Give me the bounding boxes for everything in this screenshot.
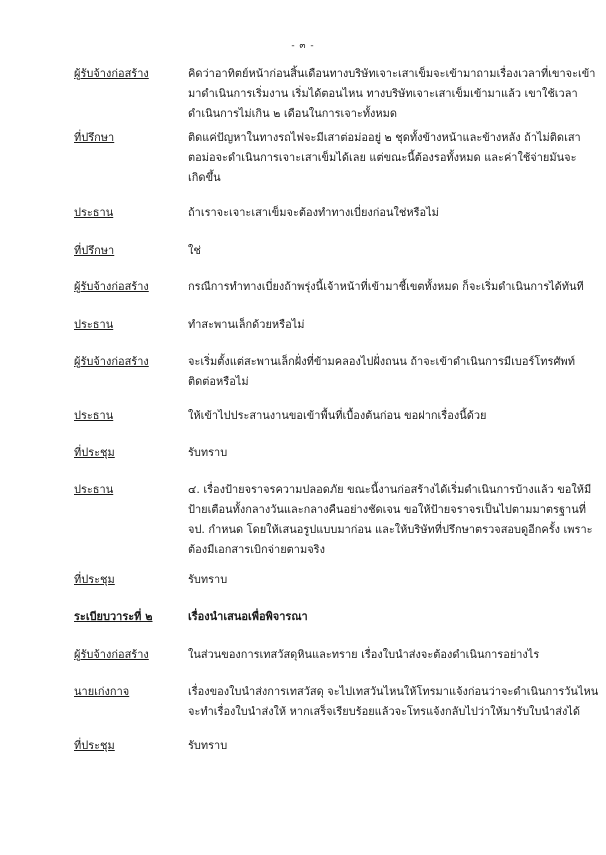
- statement-text: [188, 203, 544, 223]
- speaker-label: ที่ประชุม: [74, 446, 115, 459]
- statement-line: ติดแค่ปัญหาในทางรถไฟจะมีเสาต่อม่ออยู่ ๒ ชุดทั้งข้างหน้าและข้างหลัง ถ้าไม่ติดเสา: [188, 131, 581, 144]
- agenda-title: [188, 607, 544, 627]
- statement-text: [188, 736, 544, 756]
- statement-line: จะเริ่มตั้งแต่สะพานเล็กฝั่งที่ข้ามคลองไปฝั่งถนน ถ้าจะเข้าดำเนินการมีเบอร์โทรศัพท์: [188, 355, 575, 368]
- speaker-label: ประธาน: [74, 409, 114, 422]
- statement-line: จป. กำหนด โดยให้เสนอรูปแบบมาก่อน และให้บริษัทที่ปรึกษาตรวจสอบดูอีกครั้ง เพราะ: [188, 523, 593, 536]
- statement-line: มาดำเนินการเริ่มงาน เริ่มได้ตอนไหน ทางบริษัทเจาะเสาเข็มเข้ามาแล้ว เขาใช้เวลา: [188, 87, 578, 100]
- speaker-label: ที่ประชุม: [74, 739, 115, 752]
- speaker-label: นายเก่งกาจ: [74, 685, 130, 698]
- statement-line: ต้องมีเอกสารเบิกจ่ายตามจริง: [188, 543, 325, 556]
- statement-line: คิดว่าอาทิตย์หน้าก่อนสิ้นเดือนทางบริษัทเจาะเสาเข็มจะเข้ามาถามเรื่องเวลาที่เขาจะเข้า: [188, 67, 596, 80]
- statement-line: ป้ายเตือนทั้งกลางวันและกลางคืนอย่างชัดเจน ขอให้ป้ายจราจรเป็นไปตามมาตรฐานที่: [188, 503, 586, 516]
- statement-line: ตอม่อจะดำเนินการเจาะเสาเข็มได้เลย แต่ขณะนี้ต้องรอทั้งหมด และค่าใช้จ่ายมันจะ: [188, 151, 577, 164]
- statement-line: ในส่วนของการเทสวัสดุหินและทราย เรื่องใบนำส่งจะต้องดำเนินการอย่างไร: [188, 648, 540, 661]
- statement-text: [188, 443, 544, 463]
- statement-line: เรื่องของใบนำส่งการเทสวัสดุ จะไปเทสวันไหนให้โทรมาแจ้งก่อนว่าจะดำเนินการวันไหน: [188, 685, 599, 698]
- statement-text: [188, 64, 596, 124]
- statement-text: [188, 128, 581, 188]
- speaker-label: ที่ปรึกษา: [74, 244, 115, 257]
- speaker-label: ประธาน: [74, 206, 114, 219]
- statement-line: ดำเนินการไม่เกิน ๒ เดือนในการเจาะทั้งหมด: [188, 107, 398, 120]
- speaker-label: ผู้รับจ้างก่อสร้าง: [74, 355, 149, 368]
- statement-line: รับทราบ: [188, 739, 228, 752]
- speaker-label: ผู้รับจ้างก่อสร้าง: [74, 67, 149, 80]
- statement-line: เรื่องนำเสนอเพื่อพิจารณา: [188, 610, 308, 623]
- statement-text: [188, 241, 544, 261]
- speaker-label: ประธาน: [74, 483, 114, 496]
- speaker-label: ผู้รับจ้างก่อสร้าง: [74, 280, 149, 293]
- speaker-label: ที่ประชุม: [74, 573, 115, 586]
- statement-text: [188, 406, 544, 426]
- statement-line: รับทราบ: [188, 573, 228, 586]
- statement-line: ติดต่อหรือไม่: [188, 375, 249, 388]
- statement-line: รับทราบ: [188, 446, 228, 459]
- agenda-heading: ระเบียบวาระที่ ๒: [74, 610, 153, 623]
- statement-text: [188, 570, 544, 590]
- statement-text: [188, 645, 544, 665]
- statement-line: ๔. เรื่องป้ายจราจรความปลอดภัย ขณะนี้งานก่อสร้างได้เริ่มดำเนินการบ้างแล้ว ขอให้มี: [188, 483, 592, 496]
- statement-line: ให้เข้าไปประสานงานขอเข้าพื้นที่เบื้องต้นก่อน ขอฝากเรื่องนี้ด้วย: [188, 409, 487, 422]
- statement-line: เกิดขึ้น: [188, 171, 221, 184]
- page-number: - ๓ -: [291, 41, 315, 51]
- statement-line: ทำสะพานเล็กด้วยหรือไม่: [188, 318, 305, 331]
- statement-line: ใช่: [188, 244, 201, 257]
- statement-text: [188, 682, 599, 722]
- statement-text: [188, 352, 575, 392]
- statement-text: [188, 277, 584, 297]
- speaker-label: ที่ปรึกษา: [74, 131, 115, 144]
- statement-text: [188, 480, 593, 560]
- statement-text: [188, 315, 544, 335]
- speaker-label: ประธาน: [74, 318, 114, 331]
- speaker-label: ผู้รับจ้างก่อสร้าง: [74, 648, 149, 661]
- statement-line: จะทำเรื่องใบนำส่งให้ หากเสร็จเรียบร้อยแล้วจะโทรแจ้งกลับไปว่าให้มารับใบนำส่งได้: [188, 705, 580, 718]
- statement-line: กรณีการทำทางเบี่ยงถ้าพรุ่งนี้เจ้าหน้าที่เข้ามาชี้เขตทั้งหมด ก็จะเริ่มดำเนินการได้ทันที: [188, 280, 584, 293]
- statement-line: ถ้าเราจะเจาะเสาเข็มจะต้องทำทางเบี่ยงก่อนใช่หรือไม่: [188, 206, 439, 219]
